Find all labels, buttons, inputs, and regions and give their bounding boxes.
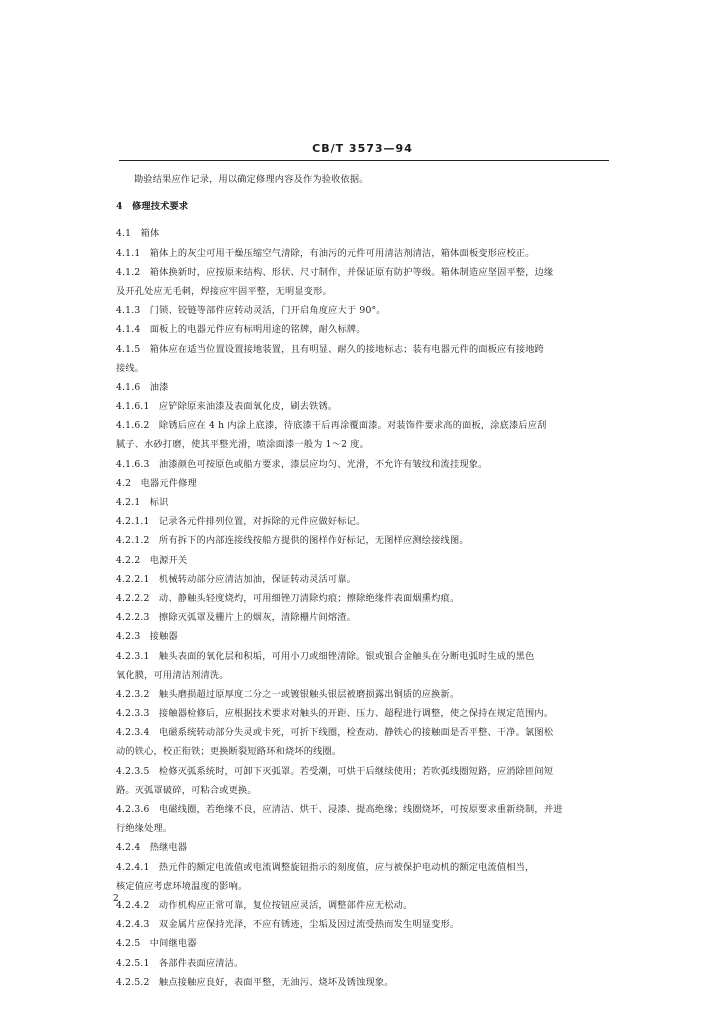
clause-line: 4.1.1 箱体上的灰尘可用干燥压缩空气清除，有油污的元件可用清洁剂清洁，箱体面板变形应校正。	[116, 247, 535, 259]
clause-line: 4.2.3.4 电磁系统转动部分失灵或卡死，可折下线圈，检查动、静铁心的接触面是否平整、干净。氯图松	[116, 727, 554, 739]
clause-line: 4.2.3.2 触头磨损超过原厚度二分之一或镀银触头银层被磨损露出铜质的应换新。	[116, 688, 460, 700]
standard-code-header: CB/T 3573—94	[312, 142, 413, 155]
clause-line: 核定值应考虑环境温度的影响。	[116, 880, 248, 892]
clause-line: 4.1.2 箱体换新时，应按原来结构、形状、尺寸制作，并保证原有防护等级。箱体制造应坚固平整，边缘	[116, 266, 554, 278]
clause-line: 行绝缘处理。	[116, 823, 173, 835]
paragraph-line: 勘验结果应作记录，用以确定修理内容及作为验收依据。	[134, 174, 369, 185]
clause-line: 4.2.4.1 热元件的额定电流值或电流调整旋钮指示的刻度值，应与被保护电动机的额定电流值相当，	[116, 861, 535, 873]
spacer	[116, 216, 608, 224]
section-heading: 4 修理技术要求	[116, 201, 189, 213]
subsection-heading: 4.2.3 接触器	[116, 631, 178, 643]
clause-line: 氧化膜，可用清洁剂清洗。	[116, 669, 229, 681]
clause-line: 动的铁心，校正衔铁；更换断裂短路环和烧坏的线圈。	[116, 746, 342, 758]
page-number: 2	[113, 894, 119, 904]
clause-line: 4.2.3.1 触头表面的氧化层和积垢，可用小刀或细锉清除。银或银合金触头在分断电弧时生成的黑色	[116, 650, 535, 662]
subsection-heading: 4.2.4 热继电器	[116, 842, 188, 854]
clause-line: 4.1.3 门锁、铰链等部件应转动灵活，门开启角度应大于 90°。	[116, 305, 386, 317]
clause-line: 4.2.4.3 双金属片应保持光泽，不应有锈迹，尘垢及因过流受热而发生明显变形。	[116, 919, 460, 931]
subsection-heading: 4.2.5 中间继电器	[116, 938, 197, 950]
clause-line: 路。灭弧罩破碎，可粘合或更换。	[116, 784, 257, 796]
spacer	[116, 189, 608, 197]
clause-line: 腻子、水砂打磨，使其平整光滑，喷涂面漆一般为 1～2 度。	[116, 439, 370, 451]
subsection-heading: 4.2 电器元件修理	[116, 477, 197, 489]
clause-line: 4.2.2.1 机械转动部分应清洁加油，保证转动灵活可靠。	[116, 573, 357, 585]
clause-line: 4.2.3.6 电磁线圈，若绝缘不良，应清洁、烘干、浸漆、提高绝缘；线圈烧坏，可按原要求重新绕制，并进	[116, 804, 563, 815]
clause-line: 4.2.3.5 检修灭弧系统时，可卸下灭弧罩。若受潮，可烘干后继续使用；若吹弧线圈短路，应消除匝间短	[116, 765, 554, 777]
clause-line: 4.2.1.1 记录各元件排列位置，对拆除的元件应做好标记。	[116, 516, 366, 528]
clause-line: 4.2.5.2 触点接触应良好，表面平整，无油污、烧坏及锈蚀现象。	[116, 976, 394, 988]
clause-line: 及开孔处应无毛刺，焊接应牢固平整，无明显变形。	[116, 285, 332, 297]
clause-line: 4.2.1.2 所有拆下的内部连接线按船方提供的图样作好标记，无图样应测绘接线图。	[116, 535, 469, 547]
clause-line: 4.2.5.1 各部件表面应清洁。	[116, 957, 244, 969]
clause-line: 4.1.6.3 油漆颜色可按原色或船方要求，漆层应均匀、光滑，不允许有皱纹和流挂现象。	[116, 458, 488, 470]
clause-line: 4.2.2.2 动、静触头轻度烧灼，可用细锉刀清除灼痕；擦除绝缘件表面烟熏灼痕。	[116, 592, 460, 604]
subsection-heading: 4.1.6 油漆	[116, 381, 169, 393]
clause-line: 4.1.4 面板上的电器元件应有标明用途的铭牌，耐久标牌。	[116, 324, 366, 336]
subsection-heading: 4.2.2 电源开关	[116, 554, 188, 566]
body-text	[116, 170, 608, 992]
header-divider	[119, 160, 609, 161]
clause-line: 4.1.5 箱体应在适当位置设置接地装置，且有明显、耐久的接地标志；装有电器元件的面板应有接地跨	[116, 343, 545, 355]
clause-line: 4.2.3.3 接触器检修后，应根据技术要求对触头的开距、压力、超程进行调整，使之保持在规定范围内。	[116, 708, 554, 720]
subsection-heading: 4.1 箱体	[116, 228, 160, 240]
clause-line: 4.2.2.3 擦除灭弧罩及栅片上的烟灰，清除栅片间熔渣。	[116, 612, 357, 624]
clause-line: 4.1.6.2 除锈后应在 4 h 内涂上底漆，待底漆干后再涂覆面漆。对装饰件要求高的面板，涂底漆后应刮	[116, 420, 547, 432]
clause-line: 接线。	[116, 362, 145, 374]
subsection-heading: 4.2.1 标识	[116, 497, 169, 508]
clause-line: 4.2.4.2 动作机构应正常可靠，复位按钮应灵活，调整部件应无松动。	[116, 899, 413, 911]
clause-line: 4.1.6.1 应铲除原来油漆及表面氧化皮，刷去铁锈。	[116, 401, 338, 413]
